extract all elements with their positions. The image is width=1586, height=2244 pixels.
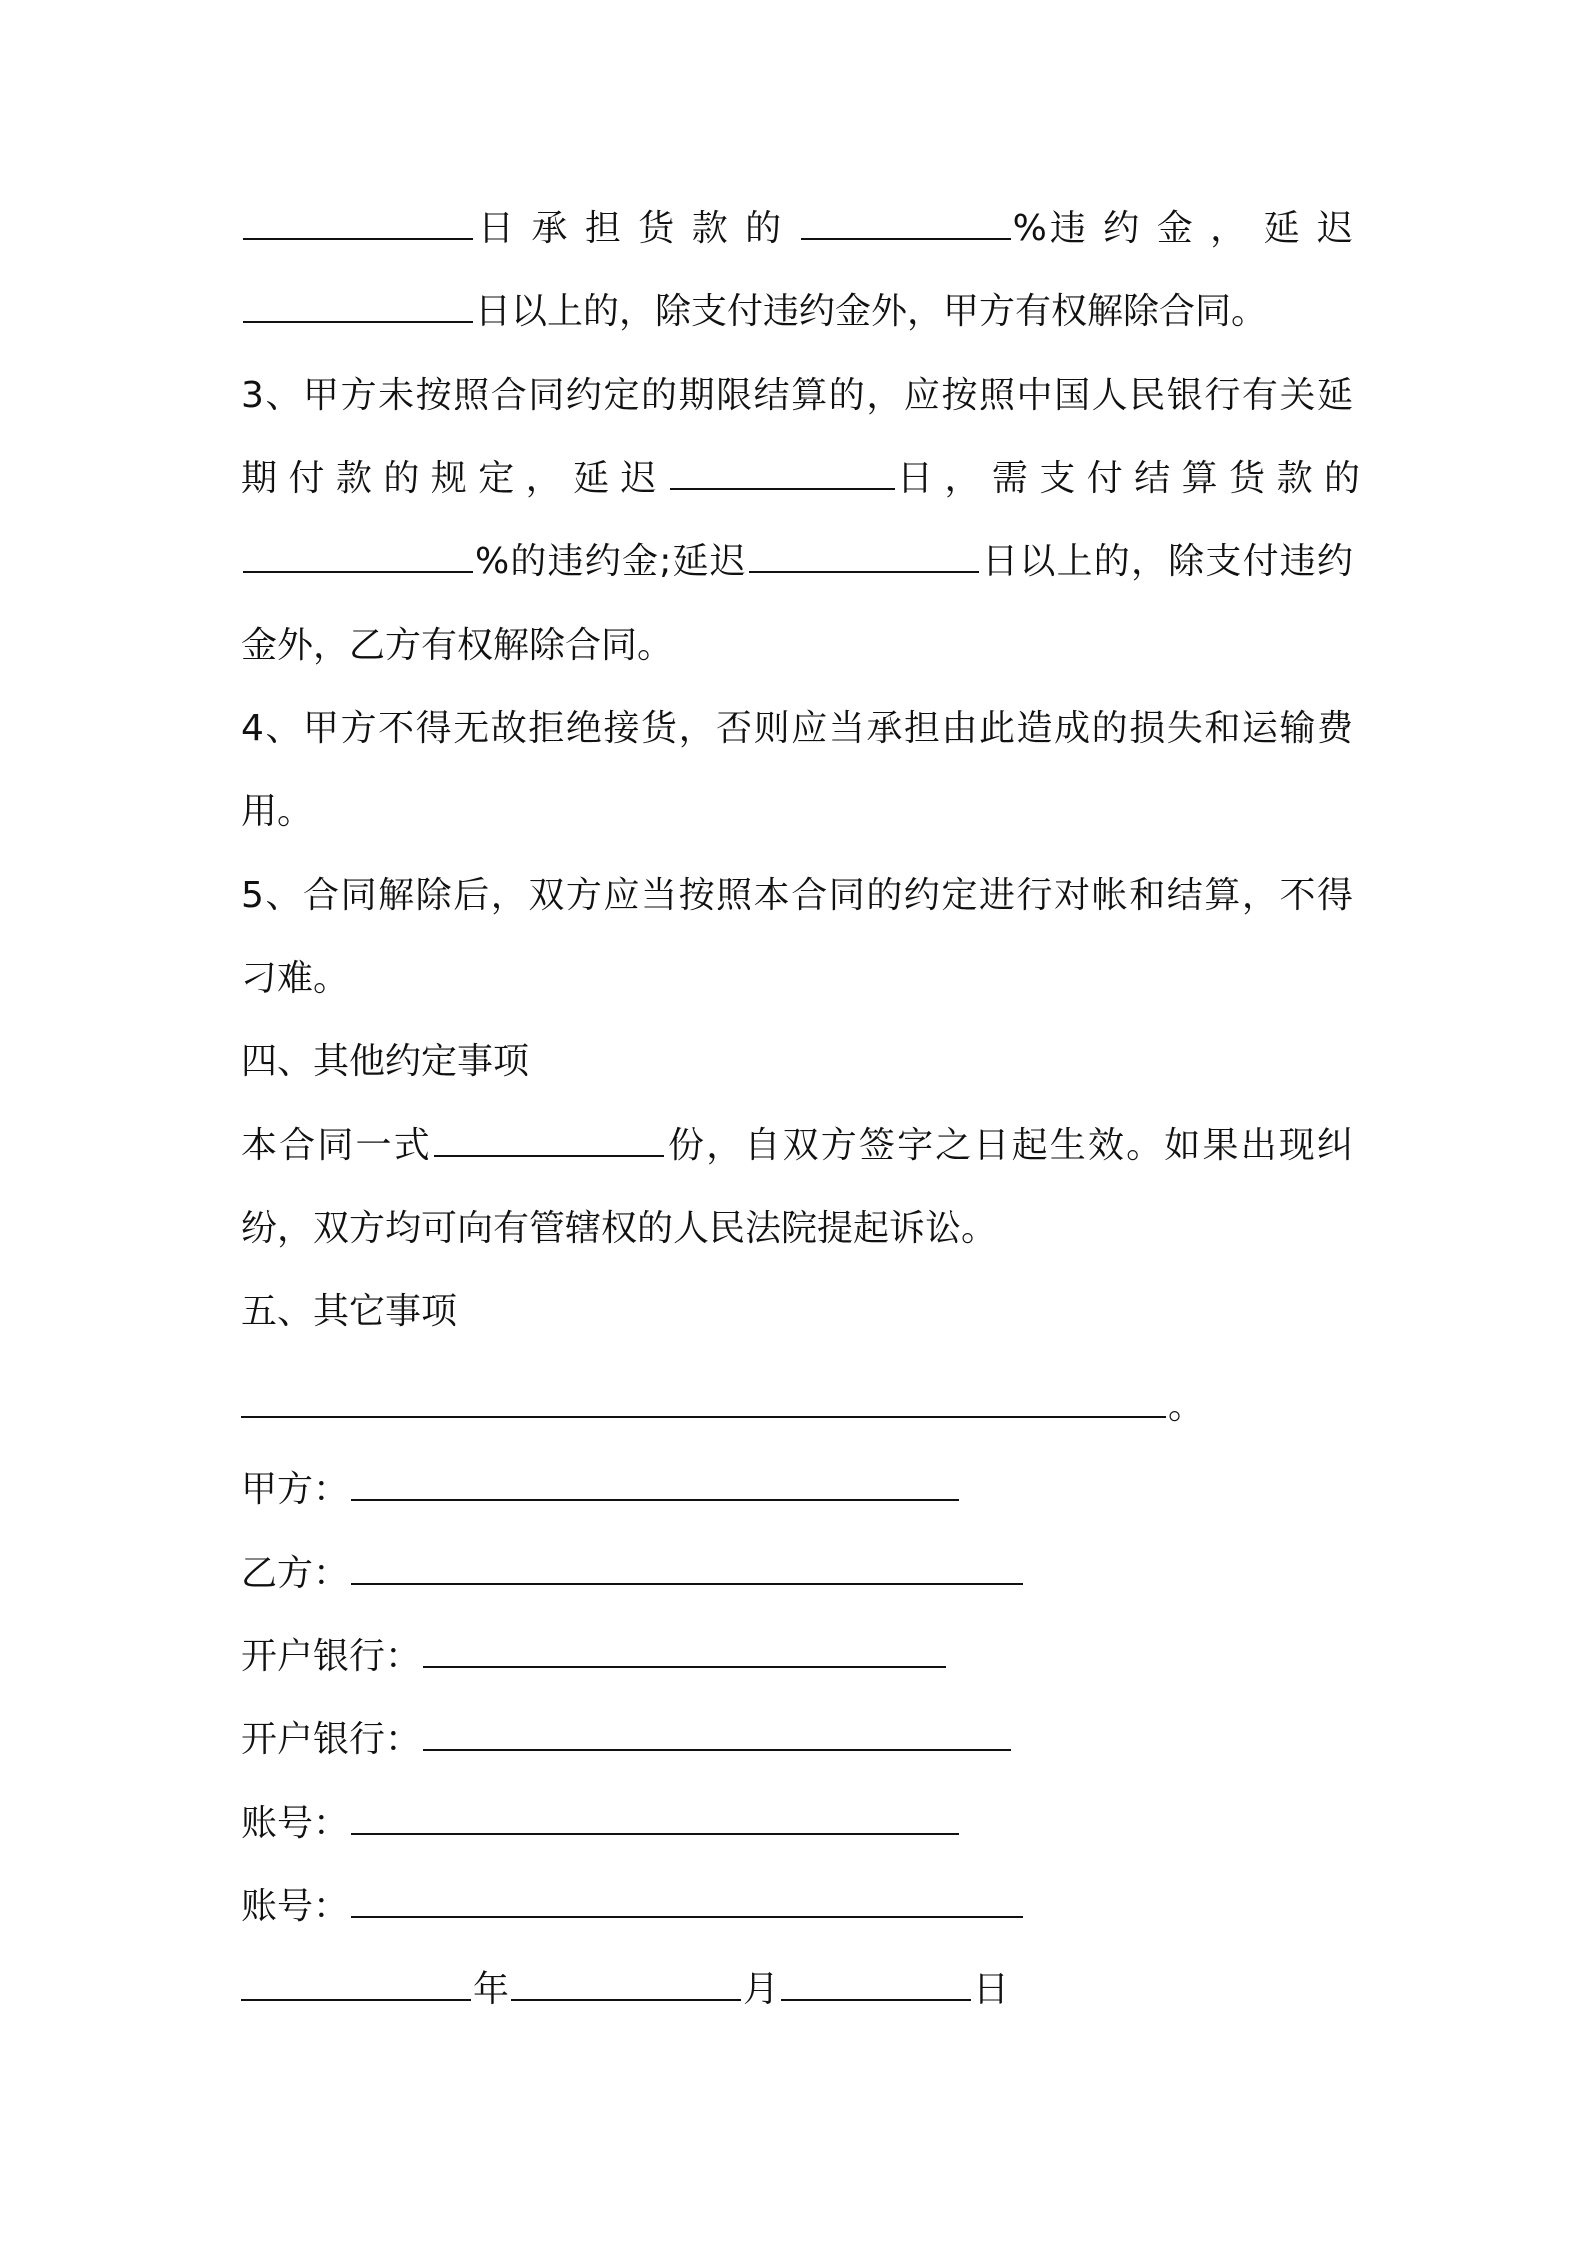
- clause-line-3: [241, 372, 1353, 420]
- month-label: 月: [743, 1969, 780, 2010]
- year-label: 年: [473, 1969, 510, 2010]
- clause-line-8: [241, 788, 1353, 836]
- text-segment: 日 ， 需 支 付 结 算 货 款 的: [897, 458, 1361, 499]
- text-segment: 份，自双方签字之日起生效。如果出现纠: [665, 1125, 1353, 1166]
- blank-field[interactable]: [801, 208, 1011, 240]
- bank-line-1: [241, 1633, 1353, 1681]
- party-a-line: [241, 1466, 1353, 1514]
- clause-line-7: [241, 705, 1353, 753]
- section-heading-4: [241, 1038, 1353, 1086]
- text-segment: 用。: [241, 791, 314, 832]
- text-segment: 日 承 担 货 款 的: [475, 208, 785, 249]
- other-matters-line: [241, 1383, 1353, 1431]
- heading-text: 四、其他约定事项: [241, 1041, 530, 1082]
- clause-line-13: [241, 1205, 1353, 1253]
- clause-line-2: [241, 288, 1353, 336]
- date-line: [241, 1966, 1353, 2014]
- party-a-field[interactable]: [351, 1469, 959, 1501]
- text-segment: 。: [1168, 1386, 1205, 1427]
- bank-label: 开户银行：: [241, 1719, 422, 1760]
- clause-line-6: [241, 622, 1353, 670]
- text-segment: 期 付 款 的 规 定 ， 延 迟: [241, 458, 657, 499]
- party-b-field[interactable]: [351, 1553, 1023, 1585]
- blank-field[interactable]: [243, 541, 473, 573]
- text-segment: %的违约金;延迟: [475, 541, 747, 582]
- text-segment: 4、甲方不得无故拒绝接货，否则应当承担由此造成的损失和运输费: [241, 708, 1353, 749]
- heading-text: 五、其它事项: [241, 1291, 458, 1332]
- party-a-label: 甲方：: [241, 1469, 350, 1510]
- party-b-line: [241, 1550, 1353, 1598]
- blank-field[interactable]: [749, 541, 979, 573]
- party-b-label: 乙方：: [241, 1553, 350, 1594]
- text-segment: 刁难。: [241, 958, 350, 999]
- day-field[interactable]: [781, 1969, 971, 2001]
- account-label: 账号：: [241, 1803, 350, 1844]
- text-segment: %违 约 金 ， 延 迟: [1012, 208, 1353, 249]
- blank-field[interactable]: [434, 1125, 664, 1157]
- account-field[interactable]: [351, 1886, 1023, 1918]
- account-field[interactable]: [351, 1803, 959, 1835]
- bank-line-2: [241, 1716, 1353, 1764]
- clause-line-9: [241, 872, 1353, 920]
- bank-field[interactable]: [423, 1719, 1011, 1751]
- account-line-2: [241, 1883, 1353, 1931]
- text-segment: 日以上的，除支付违约金外，甲方有权解除合同。: [475, 291, 1268, 332]
- blank-field[interactable]: [243, 208, 473, 240]
- section-heading-5: [241, 1288, 1353, 1336]
- bank-field[interactable]: [423, 1636, 946, 1668]
- text-segment: 3、甲方未按照合同约定的期限结算的，应按照中国人民银行有关延: [241, 375, 1353, 416]
- blank-field[interactable]: [670, 458, 895, 490]
- text-segment: 金外，乙方有权解除合同。: [241, 625, 674, 666]
- clause-line-5: [241, 538, 1353, 586]
- blank-field[interactable]: [243, 291, 473, 323]
- month-field[interactable]: [511, 1969, 741, 2001]
- text-segment: 5、合同解除后，双方应当按照本合同的约定进行对帐和结算，不得: [241, 875, 1353, 916]
- blank-field[interactable]: [241, 1386, 1166, 1418]
- clause-line-4: [241, 455, 1361, 503]
- clause-line-10: [241, 955, 1353, 1003]
- day-label: 日: [973, 1969, 1010, 2010]
- clause-line-12: [241, 1122, 1353, 1170]
- clause-line-1: [241, 205, 1353, 253]
- text-segment: 本合同一式: [241, 1125, 432, 1166]
- year-field[interactable]: [241, 1969, 471, 2001]
- text-segment: 纷，双方均可向有管辖权的人民法院提起诉讼。: [241, 1208, 998, 1249]
- text-segment: 日以上的，除支付违约: [980, 541, 1353, 582]
- bank-label: 开户银行：: [241, 1636, 422, 1677]
- account-line-1: [241, 1800, 1353, 1848]
- account-label: 账号：: [241, 1886, 350, 1927]
